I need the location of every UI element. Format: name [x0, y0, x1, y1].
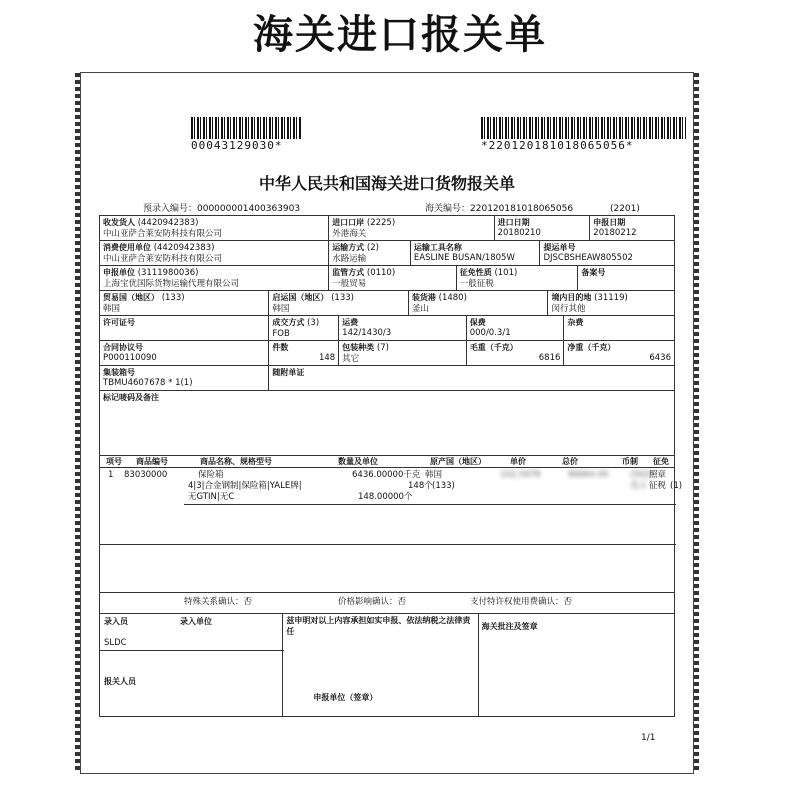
deal-mode-cell: 成交方式 (3) FOB — [269, 316, 339, 340]
price-influence: 价格影响确认：否 — [338, 597, 407, 607]
consumer-cell: 消费使用单位 (4420942383) 中山亚萨合莱安防科技有限公司 — [100, 241, 329, 265]
document-title: 中华人民共和国海关进口货物报关单 — [258, 174, 515, 193]
insurance-cell: 保费 000/0.3/1 — [467, 316, 565, 340]
goods-header: 项号 商品编号 商品名称、规格型号 数量及单位 原产国（地区） 单价 总价 币制 征免 — [100, 456, 674, 468]
pack-type-cell: 包装种类 (7) 其它 — [339, 341, 467, 365]
port-cell: 进口口岸 (2225) 外港海关 — [329, 216, 494, 240]
declaration-cell: 兹申明对以上内容承担如实申报、依法纳税之法律责任 申报单位（签章） — [283, 614, 478, 716]
customs-number: 海关编号：220120181018065056 (2201) — [425, 204, 640, 214]
declare-date-cell: 申报日期 20180212 — [593, 218, 637, 238]
net-weight-cell: 净重（千克） 6436 — [567, 343, 671, 363]
load-port-cell: 装货港 (1480) 釜山 — [409, 291, 549, 315]
origin-country-cell: 启运国（地区） (133) 韩国 — [269, 291, 409, 315]
supervision-cell: 监管方式 (0110) 一般贸易 — [329, 266, 457, 290]
declaration-form — [80, 72, 694, 774]
customs-approval-cell: 海关批注及签章 — [481, 622, 538, 631]
attached-docs-cell: 随附单证 — [272, 368, 305, 377]
barcode-right: *220120181018065056* — [481, 117, 686, 152]
form-grid — [99, 215, 683, 717]
transport-mode-cell: 运输方式 (2) 水路运输 — [329, 241, 411, 265]
goods-row-1: 1 83030000 保险箱 4|3|合金钢制|保险箱|YALE牌| 无GTIN|无C 6436.00000千克 148个 148.00000个 韩国 (133) 102.5978 66664.00 (502) 美元 照章征税 (1) — [108, 470, 683, 502]
banner-title: 海关进口报关单 — [253, 12, 547, 58]
pieces-cell: 件数 148 — [269, 341, 339, 365]
destination-cell: 境内目的地 (31119) 闵行其他 — [551, 293, 628, 314]
import-date-cell: 进口日期 20180210 — [495, 216, 591, 240]
transport-tool-cell: 运输工具名称 EASLINE BUSAN/1805W — [411, 241, 541, 265]
freight-cell: 运费 142/1430/3 — [339, 316, 467, 340]
pre-entry-number: 预录入编号：000000001400363903 — [143, 204, 301, 214]
trade-country-cell: 贸易国（地区） (133) 韩国 — [100, 291, 269, 315]
license-cell: 许可证号 — [100, 316, 269, 340]
right-tear-edge — [694, 73, 699, 773]
consignee-cell: 收发货人 (4420942383) 中山亚萨合莱安防科技有限公司 — [100, 216, 329, 240]
levy-nature-cell: 征免性质 (101) 一般征税 — [457, 266, 579, 290]
marks-cell: 标记唛码及备注 — [103, 393, 159, 402]
special-relationship: 特殊关系确认：否 — [184, 597, 253, 607]
page-number: 1/1 — [641, 733, 656, 743]
misc-fee-cell: 杂费 — [567, 318, 584, 327]
goods-section — [99, 455, 683, 592]
confirmation-row — [99, 592, 675, 613]
royalty-confirmation: 支付特许权使用费确认：否 — [470, 597, 573, 607]
gross-weight-cell: 毛重（千克） 6816 — [467, 341, 565, 365]
barcode-left: 00043129030* — [191, 117, 301, 152]
bill-no-cell: 提运单号 DJSCBSHEAW805502 — [543, 243, 633, 263]
declarant-cell: 申报单位 (3111980036) 上海宝优国际货物运输代理有限公司 — [100, 266, 329, 290]
entry-cell: 录入员 录入单位 SLDC 报关人员 — [100, 614, 283, 716]
record-no-cell: 备案号 — [581, 268, 606, 277]
left-tear-edge — [75, 73, 80, 773]
contract-cell: 合同协议号 P000110090 — [100, 341, 269, 365]
signature-section — [99, 613, 675, 717]
container-cell: 集装箱号 TBMU4607678 * 1(1) — [100, 366, 269, 390]
